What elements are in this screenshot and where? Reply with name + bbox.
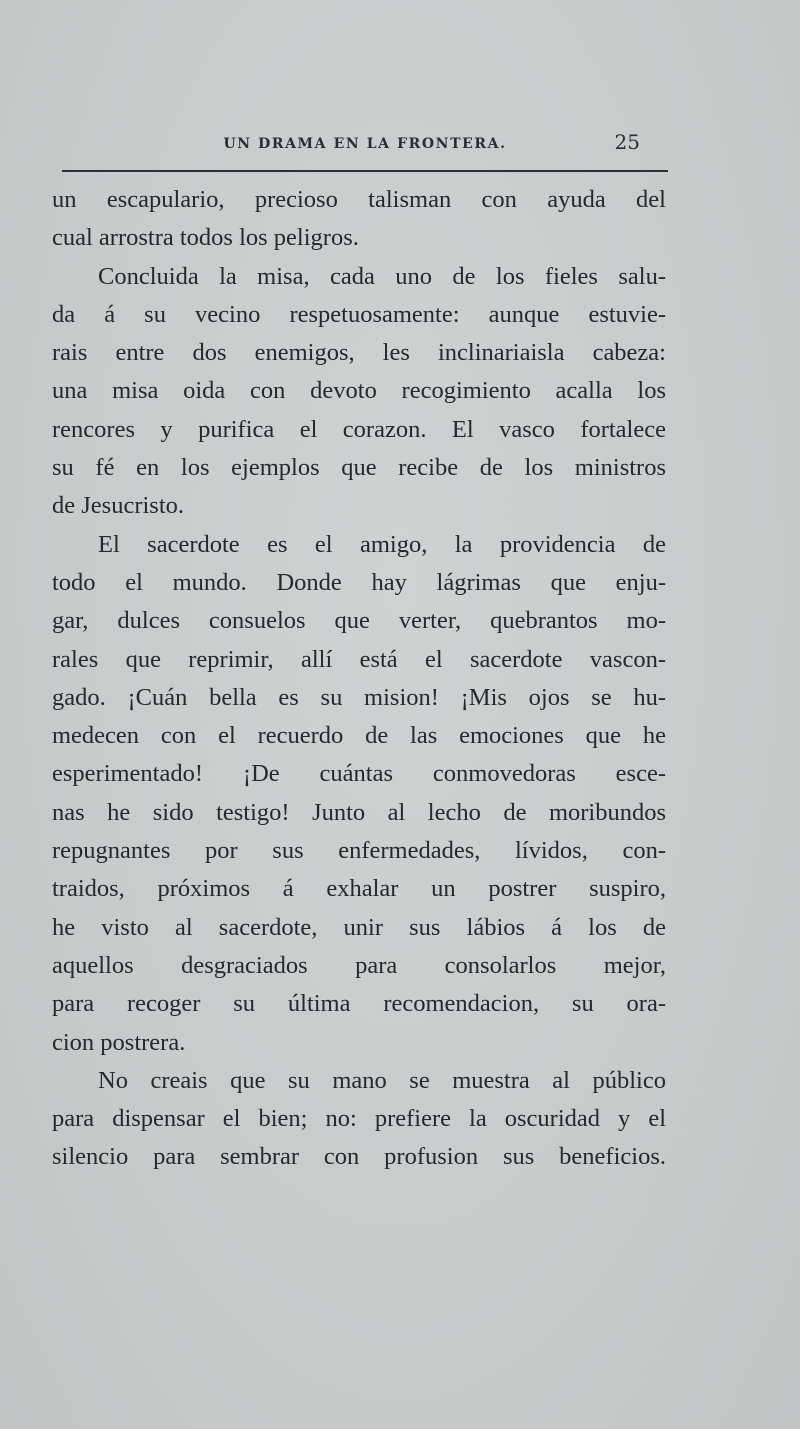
text-line: he visto al sacerdote, unir sus lábios á los de xyxy=(52,913,666,941)
text-line: aquellos desgraciados para consolarlos mejor, xyxy=(52,951,666,979)
text-line: rencores y purifica el corazon. El vasco fortalece xyxy=(52,415,666,443)
text-line: para recoger su última recomendacion, su ora- xyxy=(52,990,666,1018)
text-line: su fé en los ejemplos que recibe de los ministros xyxy=(52,454,666,482)
text-line: cual arrostra todos los peligros. xyxy=(52,224,359,252)
text-line: No creais que su mano se muestra al público xyxy=(98,1066,666,1094)
text-line: para dispensar el bien; no: prefiere la oscuridad y el xyxy=(52,1105,666,1133)
text-line: medecen con el recuerdo de las emociones que he xyxy=(52,722,666,750)
text-line: de Jesucristo. xyxy=(52,492,184,520)
text-line: todo el mundo. Donde hay lágrimas que enju- xyxy=(52,568,666,596)
text-line: nas he sido testigo! Junto al lecho de moribundos xyxy=(52,798,666,826)
header-rule xyxy=(62,170,668,172)
text-line: Concluida la misa, cada uno de los fieles salu- xyxy=(98,262,666,290)
text-line: esperimentado! ¡De cuántas conmovedoras esce- xyxy=(52,760,666,788)
text-line: rais entre dos enemigos, les inclinariaisla cabeza: xyxy=(52,339,666,367)
body-text xyxy=(52,181,666,1177)
text-line: una misa oida con devoto recogimiento acalla los xyxy=(52,377,666,405)
text-line: gado. ¡Cuán bella es su mision! ¡Mis ojos se hu- xyxy=(52,683,666,711)
text-line: cion postrera. xyxy=(52,1028,186,1056)
text-line: rales que reprimir, allí está el sacerdote vascon- xyxy=(52,645,666,673)
text-line: un escapulario, precioso talisman con ayuda del xyxy=(52,186,666,213)
text-line: gar, dulces consuelos que verter, quebrantos mo- xyxy=(52,607,666,635)
page-header xyxy=(62,130,668,160)
text-line: El sacerdote es el amigo, la providencia de xyxy=(98,530,666,558)
text-line: traidos, próximos á exhalar un postrer suspiro, xyxy=(52,875,666,903)
running-title: UN DRAMA EN LA FRONTERA. xyxy=(223,136,507,152)
text-line: silencio para sembrar con profusion sus beneficios. xyxy=(52,1143,666,1171)
text-line: da á su vecino respetuosamente: aunque estuvie- xyxy=(52,300,666,328)
page-number: 25 xyxy=(614,130,640,154)
text-line: repugnantes por sus enfermedades, lívidos, con- xyxy=(52,837,666,865)
